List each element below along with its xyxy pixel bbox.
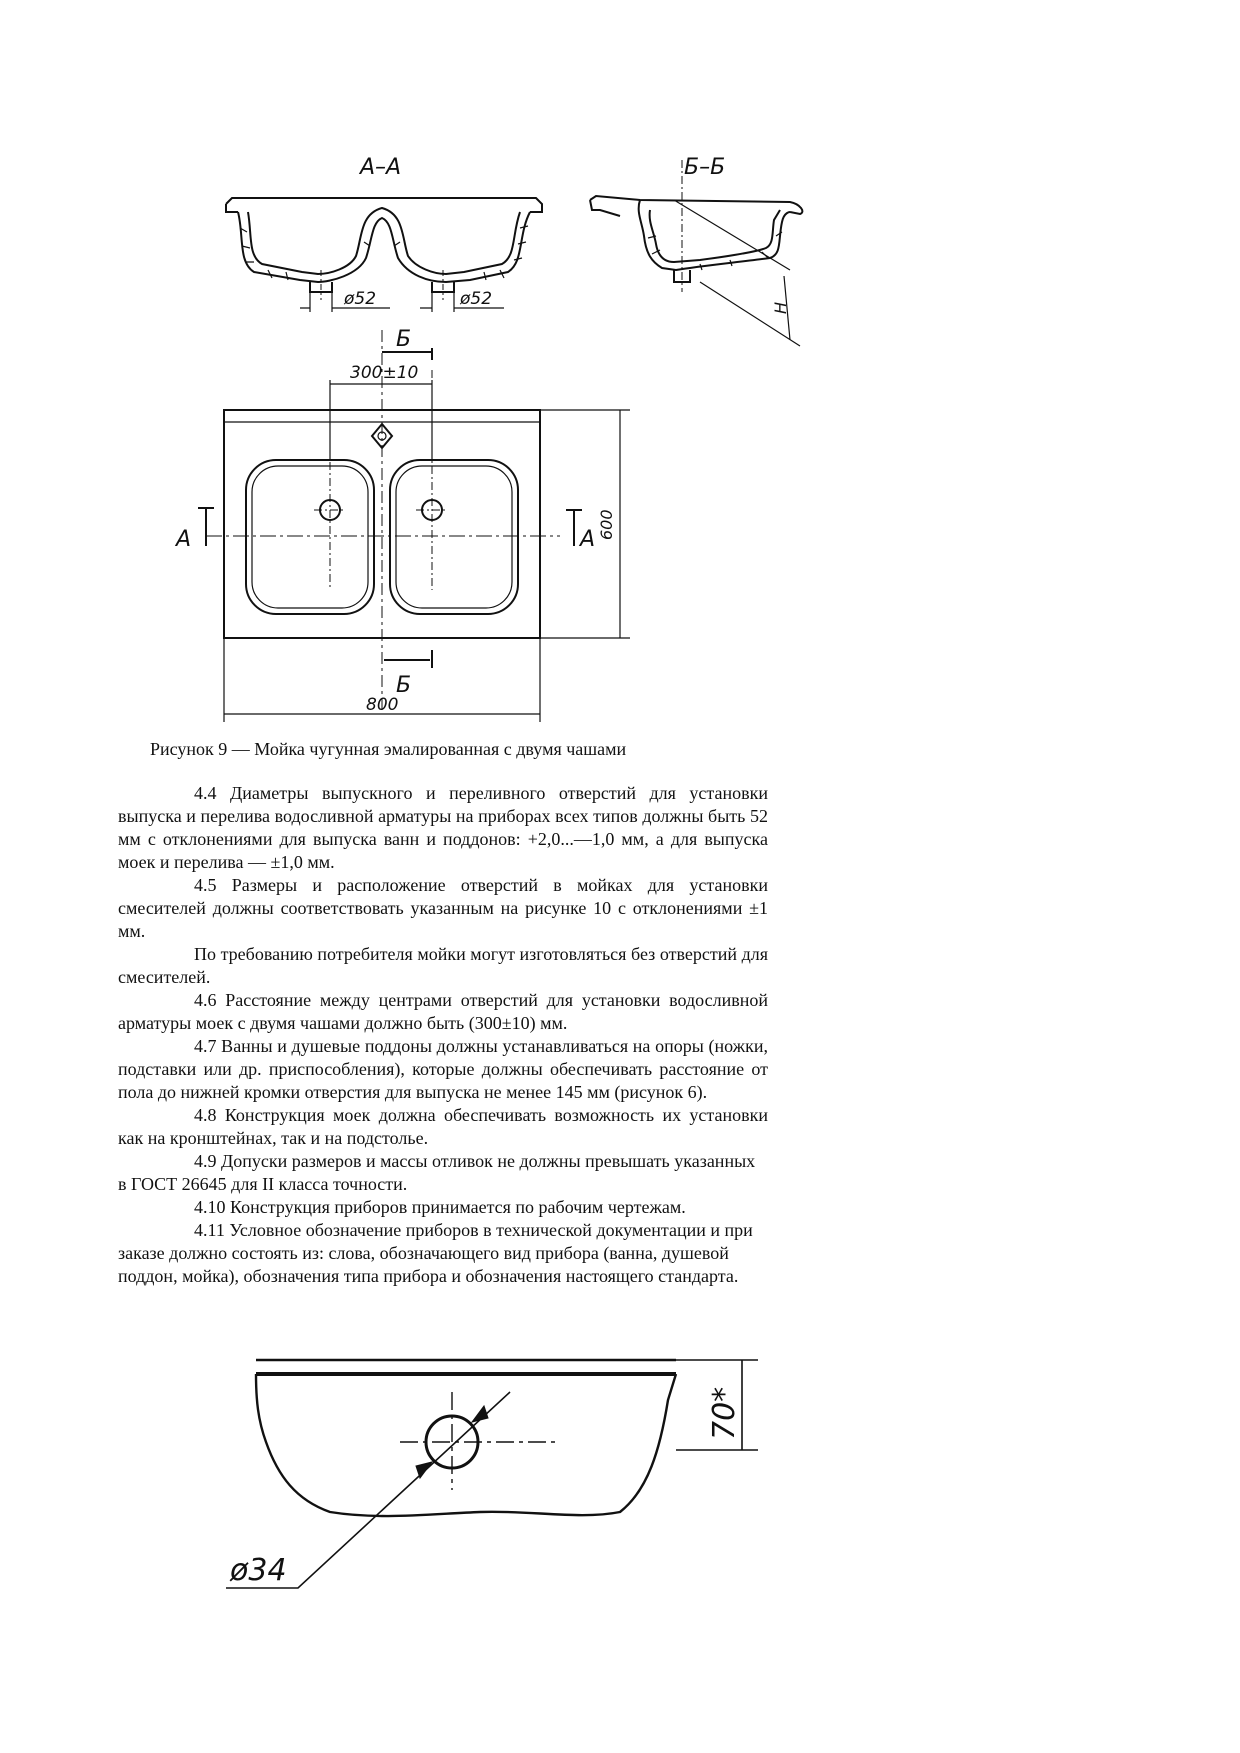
dim-holes-label: 300±10	[350, 363, 419, 383]
paragraph-4-6: 4.6 Расстояние между центрами отверстий для установки водосливной арматуры моек с двумя чашами должно быть (300±10) мм.	[118, 990, 768, 1033]
paragraph-4-4: 4.4 Диаметры выпускного и переливного отверстий для установки выпуска и перелива водосливной арматуры на приборах всех типов должны быть 52 мм с отклонениями для выпуска ванн и поддонов: +2,0...—1,0 мм, а для выпуска моек и перелива — ±1,0 мм.	[118, 783, 768, 872]
dim-h-label: H	[771, 301, 790, 314]
paragraph-4-10: 4.10 Конструкция приборов принимается по рабочим чертежам.	[194, 1197, 686, 1217]
marker-a-left: А	[176, 527, 192, 552]
paragraph-4-9: 4.9 Допуски размеров и массы отливок не должны превышать указанных в ГОСТ 26645 для II класса точности.	[118, 1151, 756, 1194]
paragraph-4-8: 4.8 Конструкция моек должна обеспечивать возможность их установки как на кронштейнах, так и на подстолье.	[118, 1105, 768, 1148]
marker-a-right: А	[580, 527, 596, 552]
plan-view	[198, 330, 630, 722]
mixer-hole-detail	[226, 1360, 758, 1588]
section-aa-label: А–А	[360, 155, 402, 180]
dim-width-label: 800	[366, 695, 399, 715]
marker-b-top: Б	[396, 327, 412, 352]
section-bb-label: Б–Б	[684, 155, 726, 180]
figure-9-caption: Рисунок 9 — Мойка чугунная эмалированная с двумя чашами	[150, 739, 627, 759]
paragraph-4-5: 4.5 Размеры и расположение отверстий в мойках для установки смесителей должны соответствовать указанным на рисунке 10 с отклонениями ±1 мм.	[118, 875, 768, 941]
figure-9-drawing	[0, 0, 1240, 740]
dia-left-label: ø52	[344, 289, 377, 309]
section-aa-view	[226, 155, 542, 312]
dim-dia-34-label: ø34	[230, 1553, 287, 1588]
paragraph-4-7: 4.7 Ванны и душевые поддоны должны устанавливаться на опоры (ножки, подставки или др. приспособления), которые должны обеспечивать расстояние от пола до нижней кромки отверстия для выпуска не менее 145 мм (рисунок 6).	[118, 1036, 768, 1102]
body-text	[118, 782, 768, 1288]
section-bb-view	[590, 155, 802, 346]
marker-b-bottom: Б	[396, 673, 412, 698]
paragraph-4-11: 4.11 Условное обозначение приборов в технической документации и при заказе должно состоять из: слова, обозначающего вид прибора (ванна, душевой поддон, мойка), обозначения типа прибора и обозначения настоящего стандарта.	[118, 1220, 753, 1286]
dim-height-label: 600	[597, 509, 616, 540]
dia-right-label: ø52	[460, 289, 493, 309]
paragraph-4-5-note: По требованию потребителя мойки могут изготовляться без отверстий для смесителей.	[118, 944, 768, 987]
dim-70-label: 70*	[707, 1386, 742, 1440]
